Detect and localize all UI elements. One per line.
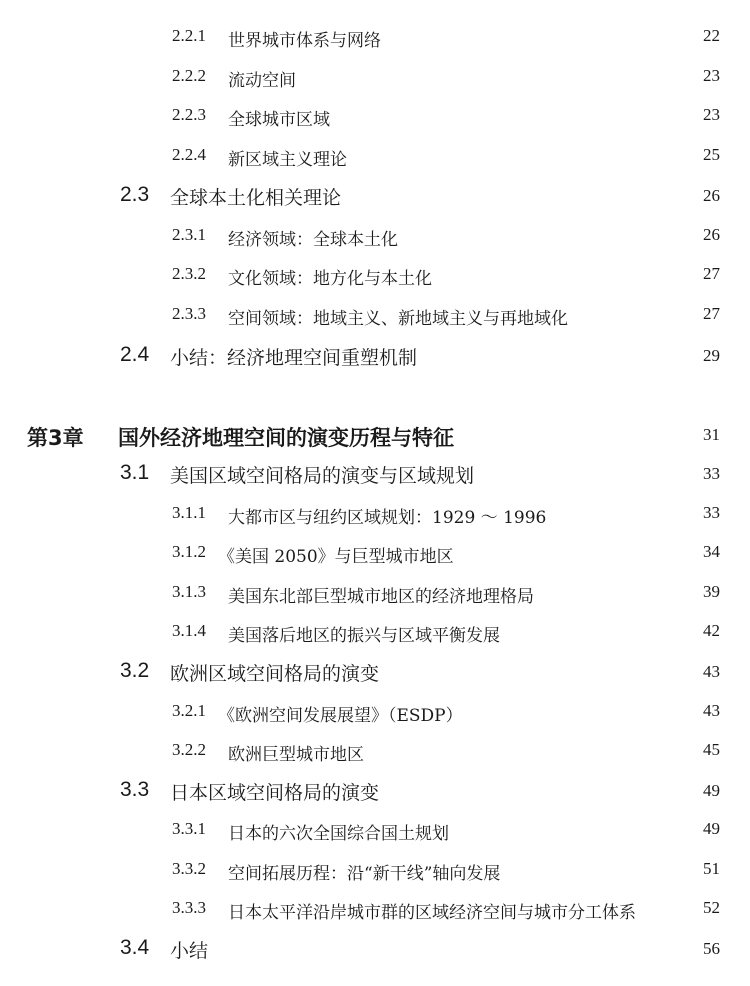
entry-title: 《欧洲空间发展展望》（ESDP）: [218, 706, 463, 726]
entry-page: 31: [703, 425, 720, 444]
entry-page: 42: [703, 621, 720, 640]
entry-page: 43: [703, 662, 720, 681]
entry-page: 56: [703, 939, 720, 958]
entry-title: 文化领域：地方化与本土化: [228, 269, 432, 289]
entry-page: 25: [703, 145, 720, 164]
entry-number: 3.4: [120, 936, 150, 959]
entry-page: 52: [703, 898, 720, 917]
entry-title: 日本的六次全国综合国土规划: [228, 824, 449, 844]
entry-page: 23: [703, 66, 720, 85]
entry-title: 全球城市区域: [228, 110, 330, 130]
entry-number: 3.1.3: [172, 582, 206, 601]
entry-title: 欧洲区域空间格局的演变: [170, 663, 380, 685]
entry-title: 美国落后地区的振兴与区域平衡发展: [228, 626, 500, 646]
entry-number: 2.3: [120, 183, 150, 206]
chapter-number: 第3章: [27, 426, 84, 450]
entry-number: 3.2: [120, 659, 150, 682]
entry-page: 49: [703, 819, 720, 838]
entry-number: 2.2.3: [172, 105, 206, 124]
entry-title: 经济领域：全球本土化: [228, 230, 398, 250]
entry-title: 流动空间: [228, 71, 296, 91]
entry-title: 小结：经济地理空间重塑机制: [170, 347, 418, 369]
entry-number: 3.1.1: [172, 503, 206, 522]
entry-page: 33: [703, 503, 720, 522]
entry-number: 2.4: [120, 343, 150, 366]
entry-page: 29: [703, 346, 720, 365]
entry-page: 22: [703, 26, 720, 45]
entry-number: 3.2.2: [172, 740, 206, 759]
entry-number: 3.3: [120, 778, 150, 801]
entry-number: 2.3.3: [172, 304, 206, 323]
entry-title: 日本太平洋沿岸城市群的区域经济空间与城市分工体系: [228, 903, 636, 923]
entry-number: 3.1.2: [172, 542, 206, 561]
entry-number: 3.3.2: [172, 859, 206, 878]
entry-page: 26: [703, 225, 720, 244]
entry-title: 世界城市体系与网络: [228, 31, 381, 51]
entry-number: 3.1.4: [172, 621, 206, 640]
entry-page: 27: [703, 264, 720, 283]
entry-number: 2.2.4: [172, 145, 206, 164]
entry-number: 3.2.1: [172, 701, 206, 720]
entry-page: 45: [703, 740, 720, 759]
entry-title: 日本区域空间格局的演变: [170, 782, 380, 804]
entry-number: 2.2.2: [172, 66, 206, 85]
entry-title: 空间领域：地域主义、新地域主义与再地域化: [228, 309, 568, 329]
entry-number: 3.3.3: [172, 898, 206, 917]
entry-number: 2.3.2: [172, 264, 206, 283]
chapter-title: 国外经济地理空间的演变历程与特征: [118, 426, 454, 450]
entry-page: 33: [703, 464, 720, 483]
entry-page: 26: [703, 186, 720, 205]
entry-page: 43: [703, 701, 720, 720]
entry-page: 23: [703, 105, 720, 124]
entry-number: 3.1: [120, 461, 150, 484]
entry-title: 空间拓展历程：沿“新干线”轴向发展: [228, 864, 501, 884]
entry-title: 小结: [170, 940, 209, 962]
entry-page: 51: [703, 859, 720, 878]
entry-title: 美国东北部巨型城市地区的经济地理格局: [228, 587, 534, 607]
entry-number: 2.3.1: [172, 225, 206, 244]
entry-number: 2.2.1: [172, 26, 206, 45]
entry-page: 27: [703, 304, 720, 323]
entry-title: 欧洲巨型城市地区: [228, 745, 364, 765]
entry-title: 全球本土化相关理论: [170, 187, 342, 209]
entry-title: 美国区域空间格局的演变与区域规划: [170, 465, 475, 487]
entry-page: 49: [703, 781, 720, 800]
entry-number: 3.3.1: [172, 819, 206, 838]
entry-title: 大都市区与纽约区域规划：1929 ～ 1996: [228, 508, 547, 528]
entry-title: 《美国 2050》与巨型城市地区: [218, 547, 454, 567]
entry-title: 新区域主义理论: [228, 150, 347, 170]
entry-page: 34: [703, 542, 720, 561]
entry-page: 39: [703, 582, 720, 601]
